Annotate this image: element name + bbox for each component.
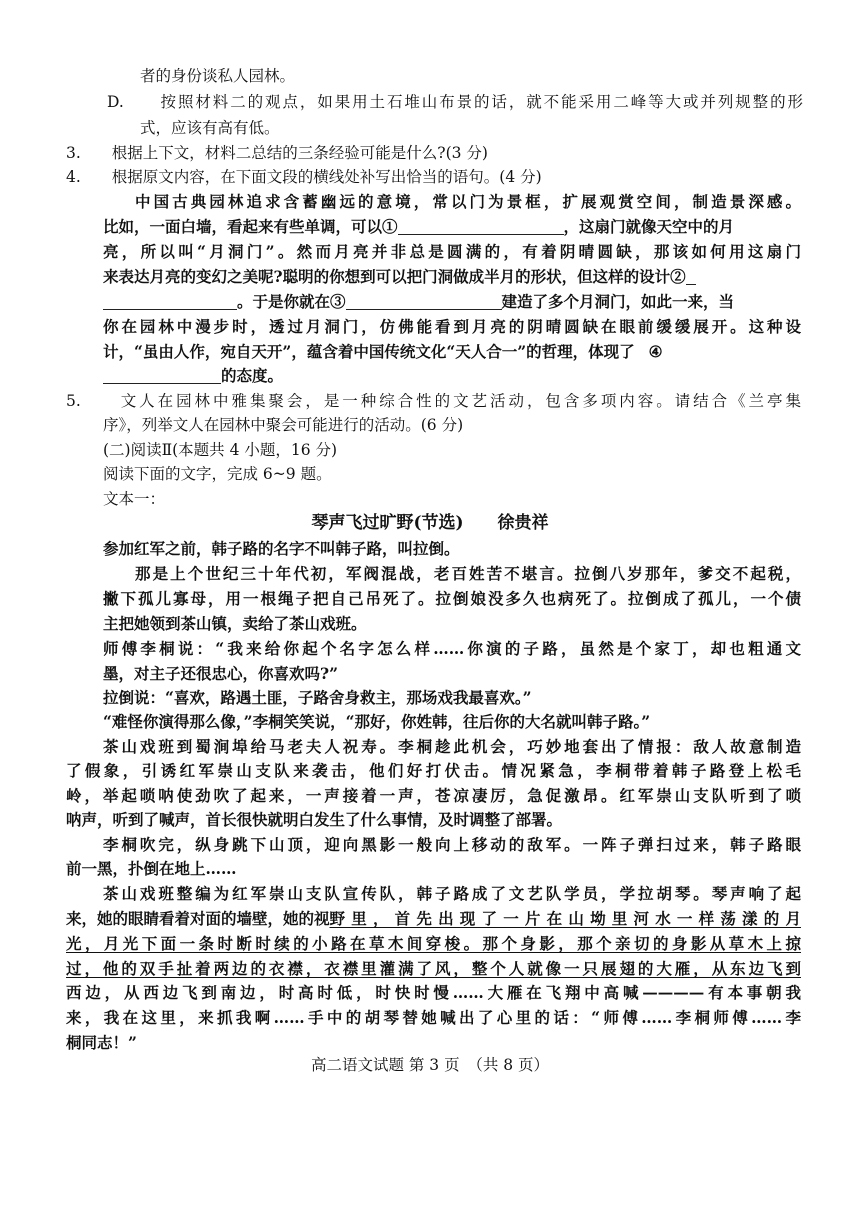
passage-paragraph: 拉倒说：“喜欢，路遇土匪，子路舍身救主，那场戏我最喜欢。” (103, 688, 532, 707)
passage-line: 岭，举起唢呐使劲吹了起来，一声接着一声，苍凉凄厉，急促激昂。红军崇山支队听到了唢 (66, 786, 801, 805)
q4-circle-4: ④ (648, 342, 663, 361)
option-d-continuation: 式，应该有高有低。 (140, 119, 280, 137)
passage-line: 呐声，听到了喊声，首长很快就明白发生了什么事情，及时调整了部署。 (66, 810, 563, 829)
q4-passage-line: 亮，所以叫“月洞门”。然而月亮并非总是圆满的，有着阴晴圆缺，那该如何用这扇门 (103, 242, 801, 261)
question-5: 5. 文人在园林中雅集聚会，是一种综合性的文艺活动，包含多项内容。请结合《兰亭集 (66, 392, 801, 410)
q4-passage-line (103, 215, 734, 239)
q4-text: 建造了多个月洞门，如此一来，当 (501, 292, 735, 311)
text-one-label: 文本一： (103, 490, 166, 508)
q4-text: 比如，一面白墙，看起来有些单调，可以① (103, 217, 398, 236)
q4-passage-line (103, 340, 663, 364)
question-5-continuation: 序》，列举文人在园林中聚会可能进行的活动。(6 分) (103, 416, 464, 434)
answer-blank-1[interactable] (398, 217, 564, 235)
passage-paragraph: 茶山戏班整编为红军崇山支队宣传队，韩子路成了文艺队学员，学拉胡琴。琴声响了起 (103, 884, 801, 903)
passage-line: 桐同志！” (66, 1033, 137, 1052)
q4-passage-line (103, 265, 696, 289)
answer-blank-2[interactable] (103, 292, 237, 310)
q4-passage-line (103, 290, 734, 314)
passage-paragraph: 那是上个世纪三十年代初，军阀混战，老百姓苦不堪言。拉倒八岁那年，爹交不起税， (135, 564, 801, 583)
q4-text: ，这扇门就像天空中的月 (563, 217, 735, 236)
passage-line: 来，我在这里，来抓我啊……手中的胡琴替她喊出了心里的话：“师傅……李桐师傅……李 (66, 1008, 801, 1027)
reading-instruction: 阅读下面的文字，完成 6~9 题。 (103, 465, 332, 483)
passage-paragraph: 茶山戏班到蜀涧埠给马老夫人祝寿。李桐趁此机会，巧妙地套出了情报：敌人故意制造 (103, 737, 801, 756)
q4-passage-line: 你在园林中漫步时，透过月洞门，仿佛能看到月亮的阴晴圆缺在眼前缓缓展开。这种设 (103, 317, 801, 336)
q4-passage-line: 中国古典园林追求含蓄幽远的意境，常以门为景框，扩展观赏空间，制造景深感。 (135, 192, 801, 211)
passage-paragraph: “难怪你演得那么像，”李桐笑笑说，“那好，你姓韩，往后你的大名就叫韩子路。” (103, 712, 651, 731)
answer-blank-2-start[interactable] (686, 267, 696, 285)
passage-paragraph: 师傅李桐说：“我来给你起个名字怎么样……你演的子路，虽然是个家丁，却也粗通文 (103, 639, 801, 658)
underlined-sentence: 野里，首先出现了一片在山坳里河水一样荡漾的月 (329, 909, 801, 928)
q4-text: 。于是你就在③ (237, 292, 346, 311)
underlined-sentence: 过，他的双手扯着两边的衣襟，衣襟里灌满了风，整个人就像一只展翅的大雁，从东边飞到 (66, 959, 801, 978)
passage-paragraph: 李桐吹完，纵身跳下山顶，迎向黑影一般向上移动的敌军。一阵子弹扫过来，韩子路眼 (103, 835, 801, 854)
section-heading: (二)阅读Ⅱ(本题共 4 小题，16 分) (103, 441, 338, 459)
answer-blank-3[interactable] (346, 292, 502, 310)
passage-line: 了假象，引诱红军崇山支队来袭击，他们好打伏击。情况紧急，李桐带着韩子路登上松毛 (66, 761, 801, 780)
passage-line: 西边，从西边飞到南边，时高时低，时快时慢……大雁在飞翔中高喊————有本事朝我 (66, 983, 801, 1002)
passage-text: 来，她的眼睛看着对面的墙壁，她的视 (66, 909, 330, 928)
passage-line: 主把她领到茶山镇，卖给了茶山戏班。 (103, 614, 367, 633)
passage-line: 撇下孤儿寡母，用一根绳子把自己吊死了。拉倒娘没多久也病死了。拉倒成了孤儿，一个债 (103, 589, 801, 608)
q4-text: 计，“虽由人作，宛自天开”，蕴含着中国传统文化“天人合一”的哲理，体现了 (103, 342, 635, 361)
q4-text: 来表达月亮的变幻之美呢?聪明的你想到可以把门洞做成半月的形状，但这样的设计② (103, 267, 686, 286)
option-d: D. 按照材料二的观点，如果用土石堆山布景的话，就不能采用二峰等大或并列规整的形 (107, 93, 803, 111)
passage-title: 琴声飞过旷野(节选) 徐贵祥 (311, 513, 549, 533)
q4-passage-line (103, 364, 283, 388)
q4-text: 的态度。 (221, 366, 284, 385)
question-4: 4. 根据原文内容，在下面文段的横线处补写出恰当的语句。(4 分) (66, 168, 542, 186)
passage-line: 墨，对主子还很忠心，你喜欢吗?” (103, 664, 338, 683)
question-3: 3. 根据上下文，材料二总结的三条经验可能是什么?(3 分) (66, 144, 488, 162)
option-c-continuation: 者的身份谈私人园林。 (140, 67, 296, 85)
page-footer: 高二语文试题 第 3 页 （共 8 页） (310, 1056, 550, 1074)
answer-blank-4[interactable] (103, 366, 221, 384)
passage-line (66, 907, 801, 931)
passage-paragraph: 参加红军之前，韩子路的名字不叫韩子路，叫拉倒。 (103, 539, 460, 558)
underlined-sentence: 光，月光下面一条时断时续的小路在草木间穿梭。那个身影，那个亲切的身影从草木上掠 (66, 934, 801, 953)
passage-line: 前一黑，扑倒在地上…… (66, 859, 237, 878)
